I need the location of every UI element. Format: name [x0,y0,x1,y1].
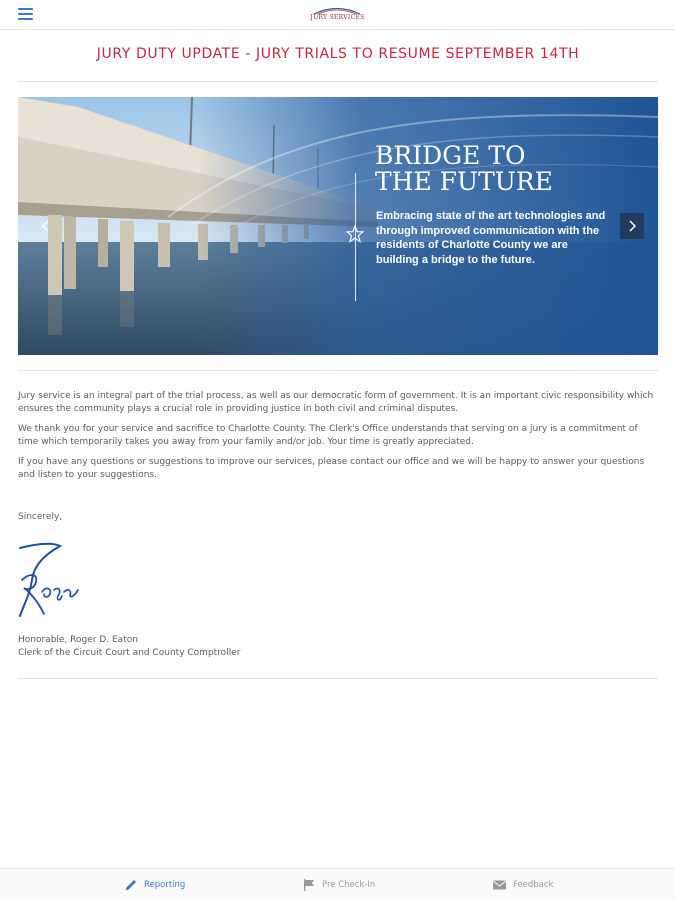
banner-title-line2: THE FUTURE [375,167,553,196]
envelope-icon [492,879,507,891]
page-headline: JURY DUTY UPDATE - JURY TRIALS TO RESUME SEPTEMBER 14TH [96,46,580,62]
tab-feedback[interactable] [492,869,553,900]
pencil-icon [124,878,138,892]
banner-title-line1: BRIDGE TO [375,141,526,170]
banner-body-text: Embracing state of the art technologies and through improved communication with the residents of Charlotte County we are building a bridge to the future. [376,210,606,266]
logo-text: JURY SERVICES [310,14,365,21]
message-paragraph: Jury service is an integral part of the trial process, as well as our democratic form of government. It is an important civic responsibility which ensures the community plays a crucial role in providing justice in both civil and criminal disputes. [18,391,654,414]
flag-icon [302,878,316,892]
tab-pre-check-in[interactable] [302,869,375,900]
closing-text: Sincerely, [18,512,63,522]
divider [18,678,658,679]
carousel-prev-button[interactable] [36,215,56,237]
banner-title [375,143,645,195]
top-bar [0,0,675,30]
signatory-name: Honorable, Roger D. Eaton [18,635,138,645]
divider [18,81,658,82]
divider [18,370,658,371]
tab-reporting[interactable] [124,869,185,900]
tab-label: Feedback [513,880,554,890]
tab-label: Reporting [144,880,186,890]
hamburger-menu-icon[interactable] [18,8,33,20]
hero-banner [18,97,658,355]
tab-label: Pre Check-In [322,880,376,890]
message-paragraph: If you have any questions or suggestions to improve our services, please contact our office and we will be happy to answer your questions and listen to your suggestions. [18,457,645,480]
signatory [18,634,240,659]
bottom-tab-bar [0,868,675,900]
carousel-next-button[interactable] [620,213,644,239]
signatory-title: Clerk of the Circuit Court and County Comptroller [18,647,241,658]
welcome-message [18,390,658,489]
signature-image [16,540,82,622]
chevron-left-icon [41,220,51,232]
star-icon [346,225,364,243]
message-paragraph: We thank you for your service and sacrifice to Charlotte County. The Clerk's Office understands that serving on a jury is a commitment of time which temporarily takes you away from your family and/or job. Your time is greatly appreciated. [18,424,638,447]
chevron-right-icon [627,220,637,232]
jury-services-logo [300,6,375,24]
